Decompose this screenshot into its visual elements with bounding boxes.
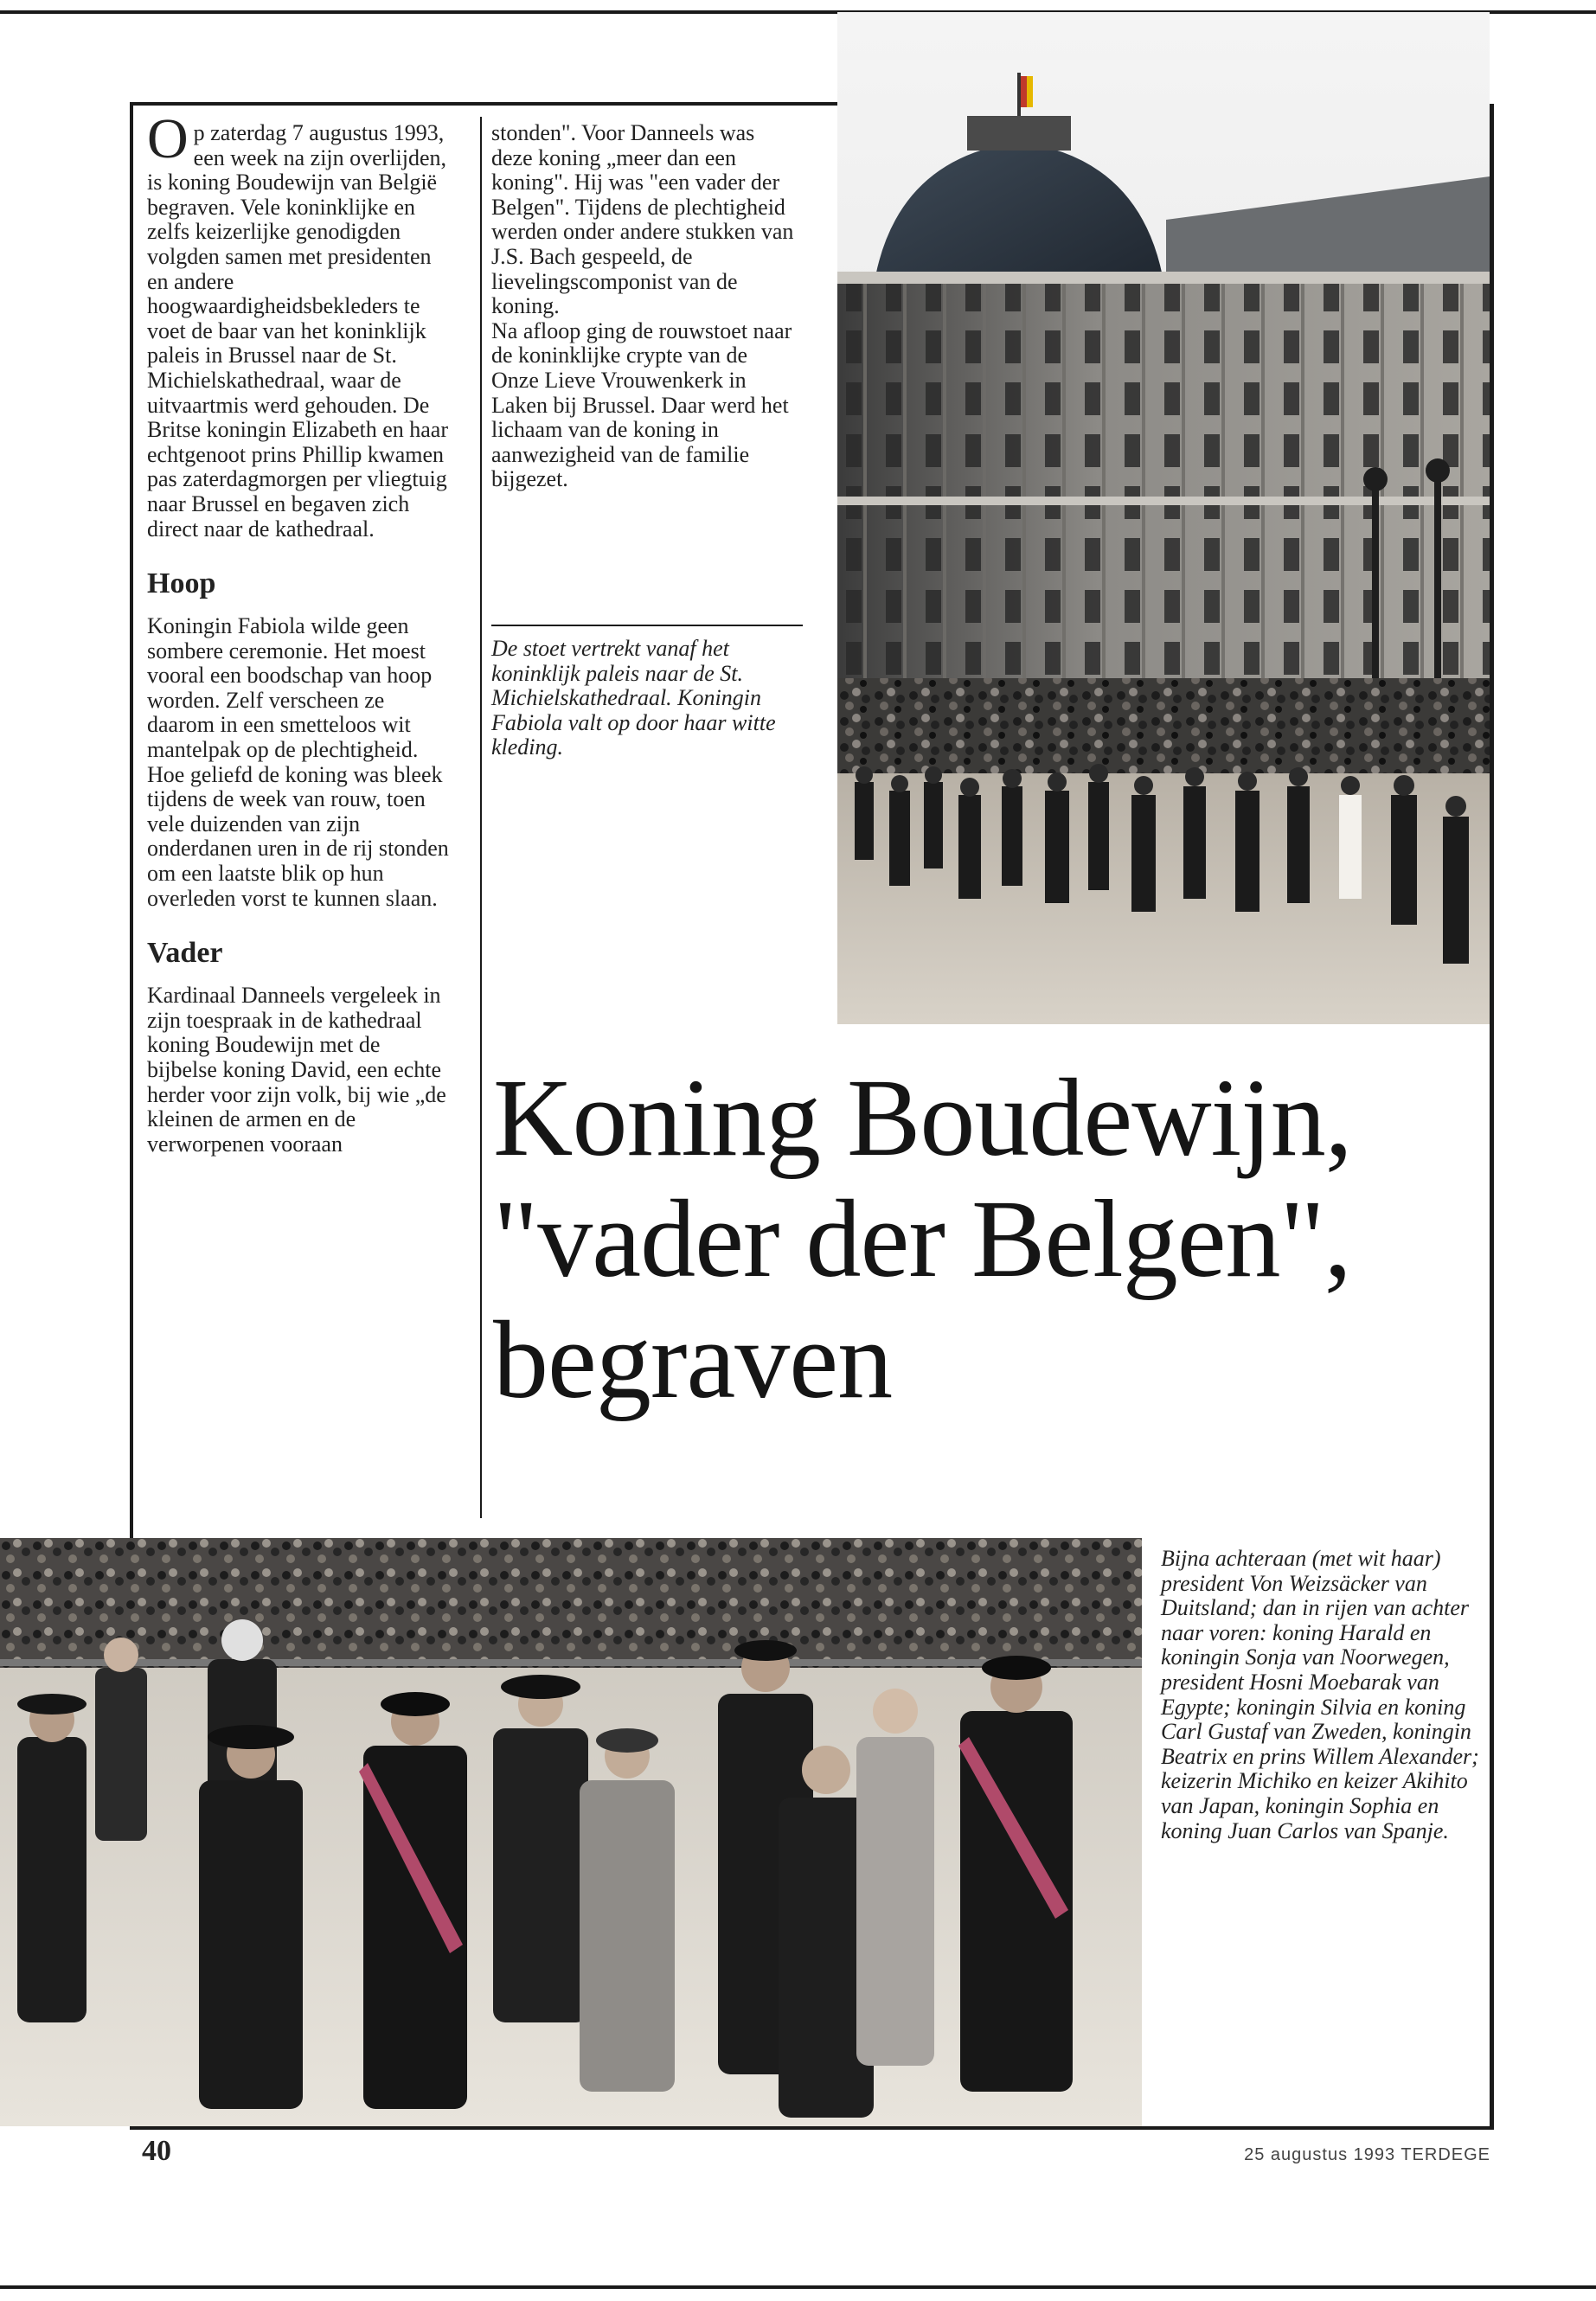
intro-paragraph: p zaterdag 7 augustus 1993, een week na zijn overlijden, is koning Boudewijn van België begraven. Vele koninklijke en zelfs keizerlijke genodigden volgden samen met presidenten en andere hoogwaardigheidsbekleders te voet de baar van het koninklijk paleis in Brussel naar de St. Michielskathedraal, waar de uitvaartmis werd gehouden. De Britse koningin Elizabeth en haar echtgenoot prins Phillip kwamen pas zaterdagmorgen per vliegtuig naar Brussel en begaven zich direct naar de kathedraal. — [147, 120, 449, 542]
royal-guests-photo — [0, 1538, 1142, 2126]
article-column-1 — [147, 107, 450, 1157]
article-column-2 — [491, 121, 794, 492]
issue-footer: 25 augustus 1993 TERDEGE — [1244, 2145, 1490, 2164]
column-header-rule — [130, 102, 839, 106]
bottom-photo-caption: Bijna achteraan (met wit haar) president Von Weizsäcker van Duitsland; dan in rijen van achter naar voren: koning Harald en koningin Sonja van Noorwegen, president Hosni Moebarak van Egypte; koningin Silvia en koning Carl Gustaf van Zweden, koningin Beatrix en prins Willem Alexander; keizerin Michiko en keizer Akihito van Japan, koningin Sophia en koning Juan Carlos van Spanje. — [1161, 1546, 1479, 1843]
headline-line-3: begraven — [493, 1298, 893, 1421]
headline-line-1: Koning Boudewijn, — [493, 1056, 1352, 1179]
subhead-hoop: Hoop — [147, 567, 216, 600]
column2-paragraph-1: stonden". Voor Danneels was deze koning „meer dan een koning". Hij was "een vader der Belgen". Tijdens de plechtigheid werden onder andere stukken van J.S. Bach gespeeld, de lievelingscomponist van de koning. — [491, 120, 794, 319]
left-frame-rule — [130, 102, 133, 1538]
page-bottom-rule — [0, 2285, 1596, 2289]
bottom-rule — [130, 2126, 1494, 2130]
subhead-vader: Vader — [147, 937, 223, 970]
drop-cap: O — [147, 107, 189, 170]
headline-line-2: "vader der Belgen", — [493, 1177, 1351, 1300]
palace-photo-illustration — [837, 12, 1490, 1024]
vader-paragraph: Kardinaal Danneels vergeleek in zijn toespraak in de kathedraal koning Boudewijn met de bijbelse koning David, een echte herder voor zijn volk, bij wie „de kleinen de armen en de verworpenen vooraan — [147, 983, 446, 1157]
headline — [493, 1057, 1566, 1420]
column-divider — [480, 117, 482, 1518]
royal-guests-illustration — [0, 1538, 1142, 2126]
palace-procession-photo — [837, 12, 1490, 1024]
page-number: 40 — [142, 2135, 171, 2167]
caption-rule — [491, 625, 803, 626]
top-photo-caption: De stoet vertrekt vanaf het koninklijk paleis naar de St. Michielskathedraal. Koningin Fabiola valt op door haar witte kleding. — [491, 636, 776, 760]
hoop-paragraph: Koningin Fabiola wilde geen sombere ceremonie. Het moest vooral een boodschap van hoop worden. Zelf verscheen ze daarom in een smetteloos wit mantelpak op de plechtigheid. Hoe geliefd de koning was bleek tijdens de week van rouw, toen vele duizenden van zijn onderdanen uren in de rij stonden om een laatste blik op hun overleden vorst te kunnen slaan. — [147, 613, 449, 911]
column2-paragraph-2: Na afloop ging de rouwstoet naar de koninklijke crypte van de Onze Lieve Vrouwenkerk in Laken bij Brussel. Daar werd het lichaam van de koning in aanwezigheid van de familie bijgezet. — [491, 317, 792, 492]
